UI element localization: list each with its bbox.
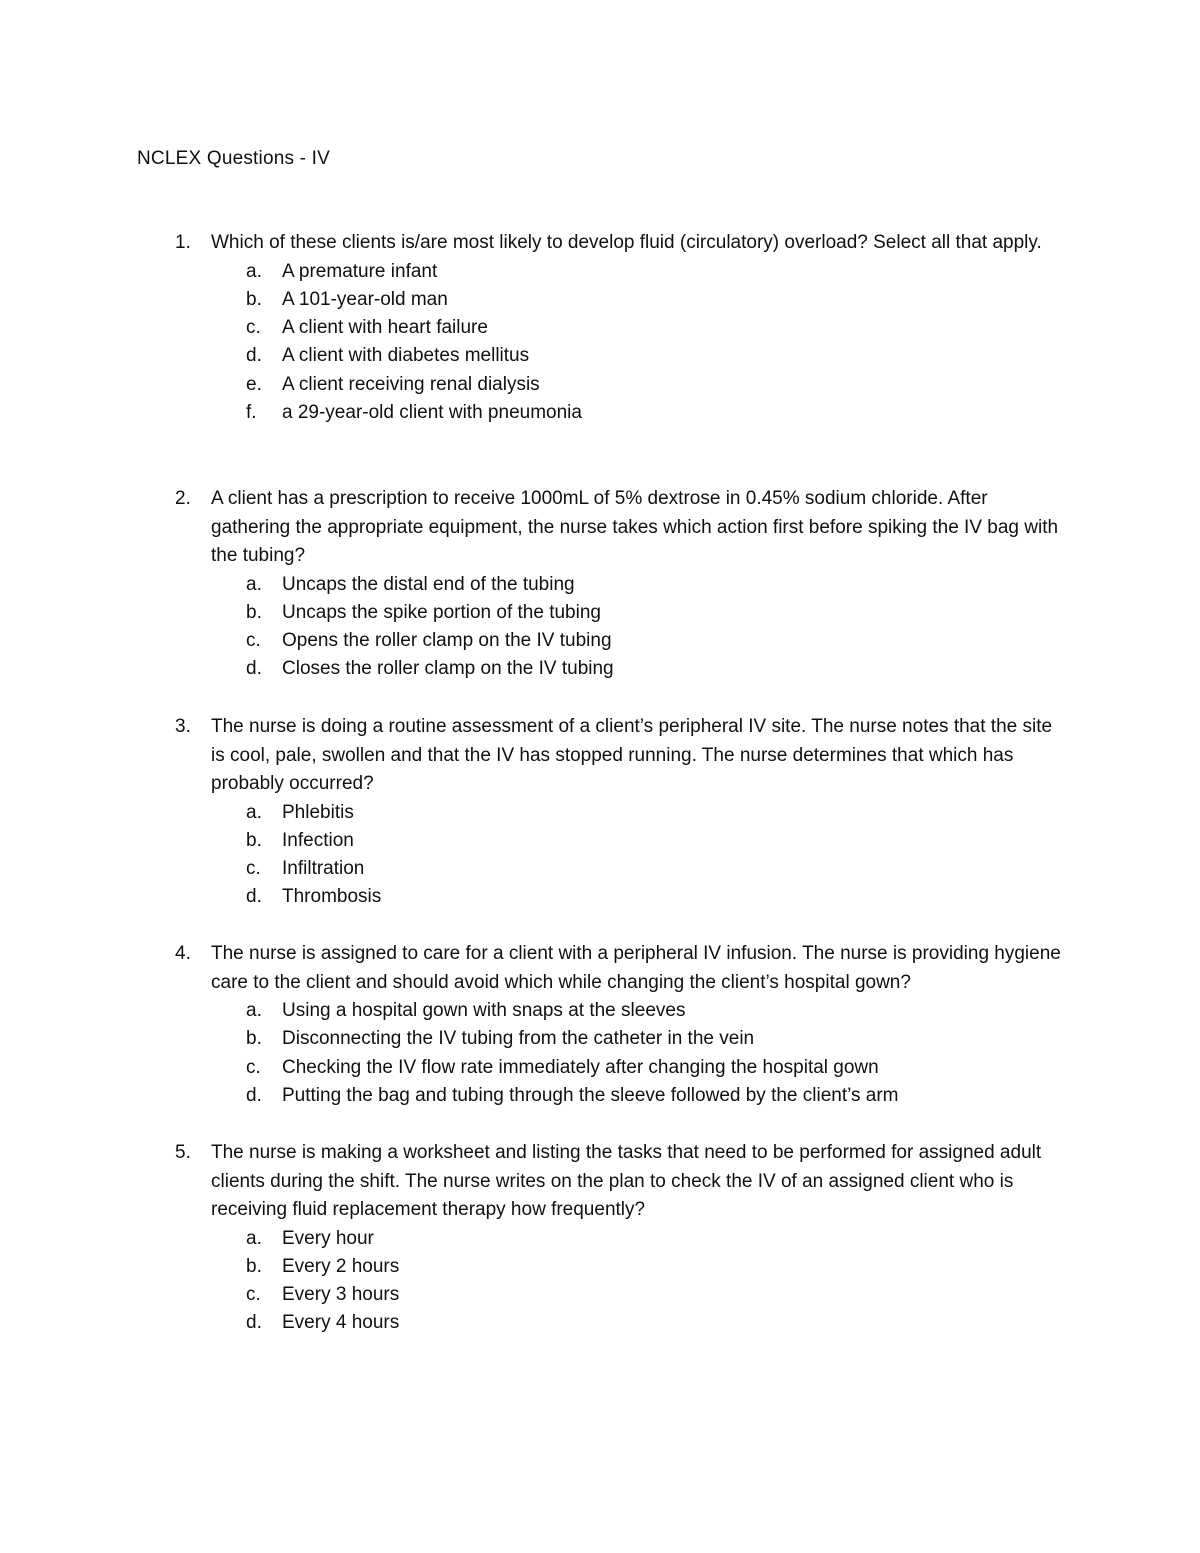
question-text: Which of these clients is/are most likely to develop fluid (circulatory) overload? Select all that apply. <box>211 232 1042 253</box>
option-item <box>0 1253 1200 1281</box>
option-text: Disconnecting the IV tubing from the catheter in the vein <box>282 1028 755 1050</box>
option-text: Using a hospital gown with snaps at the sleeves <box>282 1000 686 1021</box>
question-stem <box>0 1139 1200 1225</box>
option-letter: d. <box>246 886 262 908</box>
option-letter: d. <box>246 1084 262 1106</box>
option-letter: b. <box>246 829 262 851</box>
option-letter: a. <box>246 1227 262 1249</box>
option-letter: c. <box>246 1284 261 1306</box>
option-item <box>0 1082 1200 1110</box>
option-item <box>0 314 1200 342</box>
option-text: Opens the roller clamp on the IV tubing <box>282 630 612 652</box>
option-text: Putting the bag and tubing through the sleeve followed by the client’s arm <box>282 1084 899 1106</box>
option-letter: e. <box>246 373 262 395</box>
option-text: A client with heart failure <box>282 317 488 339</box>
question-number: 4. <box>175 943 191 964</box>
option-text: Infiltration <box>282 858 365 880</box>
option-list <box>0 258 1200 428</box>
option-item <box>0 799 1200 827</box>
option-text: a 29-year-old client with pneumonia <box>282 401 582 423</box>
option-letter: a. <box>246 573 262 595</box>
question-text: The nurse is assigned to care for a client with a peripheral IV infusion. The nurse is providing hygiene care to the client and should avoid which while changing the client’s hospital gown? <box>211 943 1061 993</box>
question-stem <box>0 485 1200 571</box>
option-list <box>0 1225 1200 1338</box>
option-item <box>0 399 1200 427</box>
option-text: Uncaps the spike portion of the tubing <box>282 601 601 623</box>
option-letter: c. <box>246 630 261 652</box>
option-letter: a. <box>246 1000 262 1021</box>
question-number: 1. <box>175 232 191 253</box>
question-stem <box>0 940 1200 997</box>
question-number: 3. <box>175 716 191 737</box>
option-item <box>0 342 1200 370</box>
option-text: A client with diabetes mellitus <box>282 345 530 367</box>
option-letter: d. <box>246 1312 262 1334</box>
question-text: A client has a prescription to receive 1000mL of 5% dextrose in 0.45% sodium chloride. After gathering the appropriate equipment, the nurse takes which action first before spiking the IV bag with the tubing? <box>211 488 1059 566</box>
option-text: A client receiving renal dialysis <box>282 373 540 395</box>
option-item <box>0 883 1200 911</box>
option-item <box>0 1225 1200 1253</box>
question-number: 2. <box>175 488 191 509</box>
question-3 <box>0 713 1200 912</box>
option-text: Every 2 hours <box>282 1255 400 1277</box>
option-letter: d. <box>246 345 262 367</box>
question-number: 5. <box>175 1142 191 1163</box>
question-4 <box>0 940 1200 1110</box>
option-list <box>0 997 1200 1110</box>
option-text: A 101-year-old man <box>282 288 448 310</box>
option-item <box>0 258 1200 286</box>
question-1 <box>0 229 1200 427</box>
option-item <box>0 855 1200 883</box>
document-title: NCLEX Questions - IV <box>137 148 331 169</box>
option-letter: b. <box>246 288 262 310</box>
option-text: Checking the IV flow rate immediately after changing the hospital gown <box>282 1056 879 1078</box>
option-letter: a. <box>246 801 262 823</box>
question-stem <box>0 229 1200 258</box>
option-letter: b. <box>246 601 262 623</box>
option-text: Infection <box>282 829 354 851</box>
option-item <box>0 655 1200 683</box>
option-item <box>0 286 1200 314</box>
option-letter: c. <box>246 317 261 339</box>
question-2 <box>0 485 1200 684</box>
option-item <box>0 1281 1200 1309</box>
option-item <box>0 1054 1200 1082</box>
option-item <box>0 571 1200 599</box>
question-text: The nurse is making a worksheet and listing the tasks that need to be performed for assigned adult clients during the shift. The nurse writes on the plan to check the IV of an assigned client who is receiving fluid replacement therapy how frequently? <box>211 1142 1042 1220</box>
option-text: Thrombosis <box>282 886 382 908</box>
option-letter: c. <box>246 1056 261 1078</box>
option-letter: b. <box>246 1028 262 1050</box>
option-item <box>0 997 1200 1025</box>
question-5 <box>0 1139 1200 1338</box>
option-letter: b. <box>246 1255 262 1277</box>
option-text: Every 4 hours <box>282 1312 400 1334</box>
option-list <box>0 799 1200 912</box>
option-letter: a. <box>246 260 262 282</box>
option-item <box>0 627 1200 655</box>
option-text: Closes the roller clamp on the IV tubing <box>282 658 614 680</box>
option-text: Uncaps the distal end of the tubing <box>282 573 575 595</box>
option-list <box>0 571 1200 684</box>
question-text: The nurse is doing a routine assessment of a client’s peripheral IV site. The nurse notes that the site is cool, pale, swollen and that the IV has stopped running. The nurse determines that which has probably occurred? <box>211 716 1053 794</box>
option-letter: c. <box>246 858 261 880</box>
option-item <box>0 827 1200 855</box>
option-letter: d. <box>246 658 262 680</box>
option-text: A premature infant <box>282 260 438 282</box>
question-stem <box>0 713 1200 799</box>
option-text: Phlebitis <box>282 801 354 823</box>
option-letter: f. <box>246 401 257 423</box>
option-item <box>0 1309 1200 1337</box>
option-item <box>0 371 1200 399</box>
option-item <box>0 599 1200 627</box>
option-text: Every 3 hours <box>282 1284 400 1306</box>
option-text: Every hour <box>282 1227 374 1249</box>
option-item <box>0 1025 1200 1053</box>
